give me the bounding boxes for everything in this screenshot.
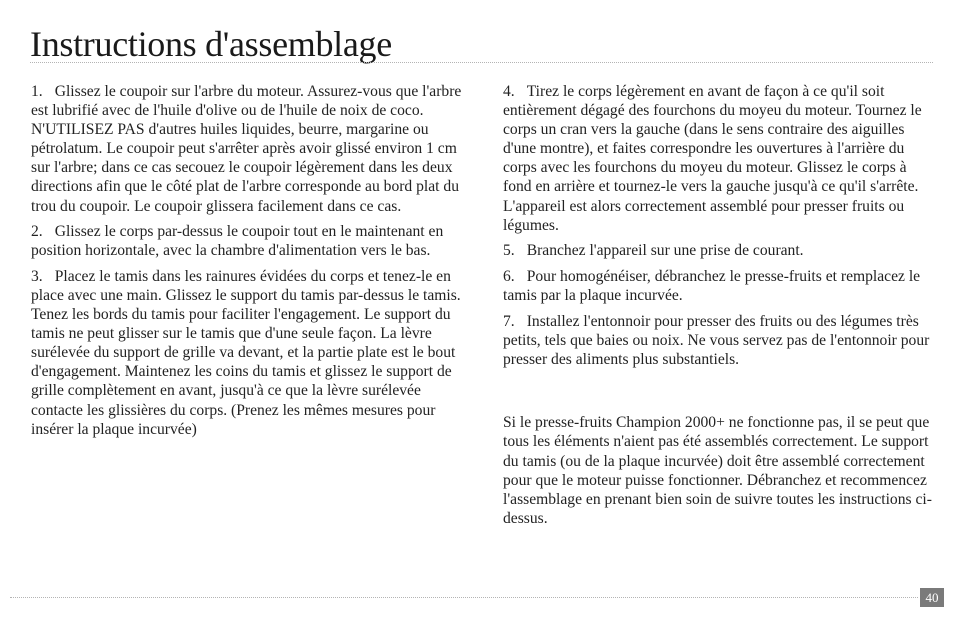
footer-divider (10, 597, 918, 598)
step-text: Tirez le corps légèrement en avant de façon à ce qu'il soit entièrement dégagé des fourchons du moyeu du moteur. Tournez le corps un cran vers la gauche (dans le sens contraire des aiguilles d'une montre), et faites correspondre les ouvertures à l'arrière du corps avec les fourchons du moyeu du moteur. Glissez le corps à fond en arrière et tournez-le vers la gauche jusqu'à ce qu'il s'arrête. L'appareil est alors correctement assemblé pour presser fruits ou légumes. (503, 83, 922, 234)
step-text: Placez le tamis dans les rainures évidées du corps et tenez-le en place avec une main. Glissez le support du tamis par-dessus le tamis. Tenez les bords du tamis pour faciliter l'engagement. Le support du tamis ne peut glisser sur le tamis que d'une seule façon. La lèvre surélevée du support de grille va devant, et la partie plate est le bout d'engagement. Maintenez les coins du tamis et glissez le support de grille complètement en avant, jusqu'à ce que la lèvre surélevée contacte les glissières du corps. (Prenez les mêmes mesures pour insérer la plaque incurvée) (31, 267, 461, 438)
step-number: 6. (503, 267, 515, 285)
step-number: 7. (503, 312, 515, 330)
step-number: 3. (31, 267, 43, 285)
step-number: 1. (31, 83, 43, 100)
step-number: 2. (31, 223, 43, 241)
step-1 (31, 82, 463, 216)
step-number: 4. (503, 83, 515, 100)
step-text: Installez l'entonnoir pour presser des fruits ou des légumes très petits, tels que baies ou noix. Ne vous servez pas de l'entonnoir pour presser des aliments plus substantiels. (503, 312, 930, 368)
step-5 (503, 241, 935, 260)
step-3 (31, 267, 463, 439)
title-divider (30, 62, 933, 63)
page-title: Instructions d'assemblage (30, 24, 392, 64)
left-column (31, 82, 463, 445)
step-text: Branchez l'appareil sur une prise de courant. (526, 242, 804, 260)
troubleshooting-note: Si le presse-fruits Champion 2000+ ne fonctionne pas, il se peut que tous les éléments n'aient pas été assemblés correctement. Le support du tamis (ou de la plaque incurvée) doit être assemblé correctement pour que le moteur puisse fonctionner. Débranchez et recommencez l'assemblage en prenant bien soin de suivre toutes les instructions ci-dessus. (503, 414, 932, 527)
step-number: 5. (503, 242, 515, 260)
page-number-badge: 40 (920, 588, 944, 607)
step-text: Pour homogénéiser, débranchez le presse-fruits et remplacez le tamis par la plaque incurvée. (503, 267, 921, 304)
step-7 (503, 312, 935, 369)
paragraph-spacer (503, 375, 935, 413)
step-2 (31, 222, 463, 260)
step-text: Glissez le corps par-dessus le coupoir tout en le maintenant en position horizontale, avec la chambre d'alimentation vers le bas. (31, 223, 444, 260)
step-text: Glissez le coupoir sur l'arbre du moteur. Assurez-vous que l'arbre est lubrifié avec de l'huile d'olive ou de l'huile de noix de coco. N'UTILISEZ PAS d'autres huiles liquides, beurre, margarine ou pétrolatum. Le coupoir peut s'arrêter après avoir glissé environ 1 cm sur l'arbre; dans ce cas secouez le coupoir légèrement dans les deux directions afin que le côté plat de l'arbre corresponde au bord plat du trou du coupoir. Le coupoir glissera facilement dans ce cas. (31, 83, 462, 215)
step-6 (503, 267, 935, 305)
right-column (503, 82, 935, 534)
step-4 (503, 82, 935, 235)
